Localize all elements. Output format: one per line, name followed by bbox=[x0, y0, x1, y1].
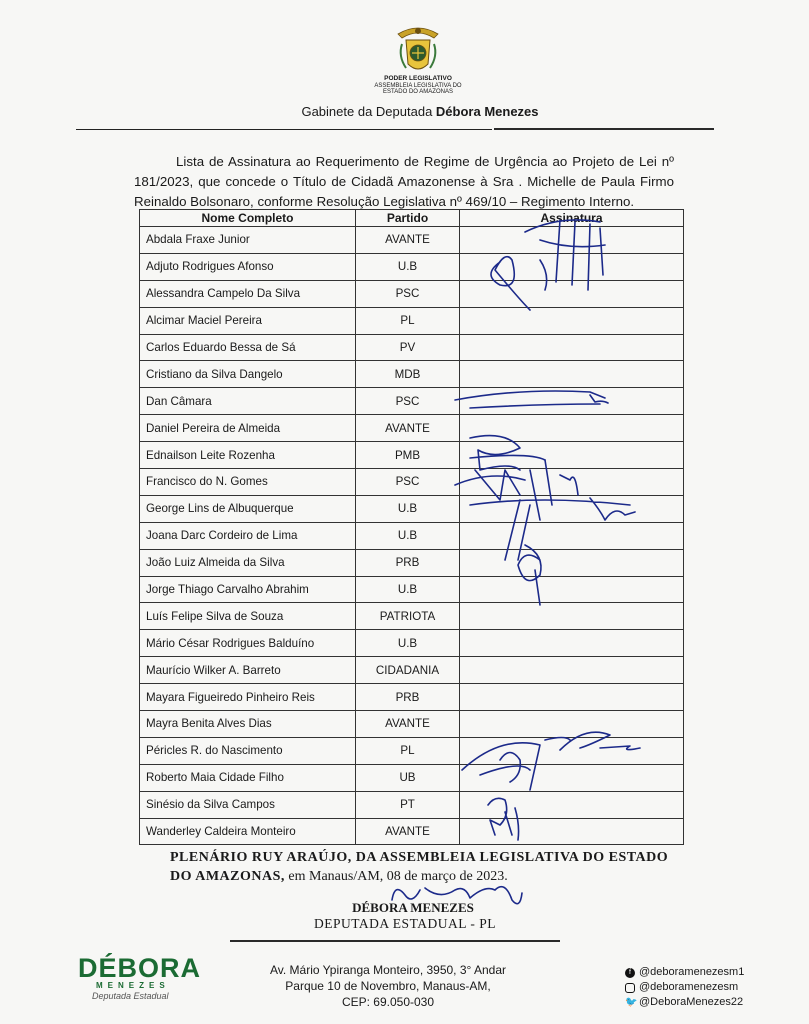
table-row bbox=[140, 818, 684, 845]
closing-paragraph bbox=[170, 848, 690, 886]
table-row bbox=[140, 280, 684, 307]
member-name: Francisco do N. Gomes bbox=[140, 469, 356, 496]
address-line: Av. Mário Ypiranga Monteiro, 3950, 3° Andar bbox=[269, 963, 507, 977]
member-party: PSC bbox=[356, 469, 460, 496]
signature-cell bbox=[460, 818, 684, 845]
org-line-3: ESTADO DO AMAZONAS bbox=[383, 89, 453, 95]
member-party: UB bbox=[356, 764, 460, 791]
table-row bbox=[140, 684, 684, 711]
signature-cell bbox=[460, 737, 684, 764]
member-party: U.B bbox=[356, 495, 460, 522]
table-row bbox=[140, 361, 684, 388]
member-name: George Lins de Albuquerque bbox=[140, 495, 356, 522]
member-name: Luís Felipe Silva de Souza bbox=[140, 603, 356, 630]
signature-cell bbox=[460, 388, 684, 415]
member-name: Roberto Maia Cidade Filho bbox=[140, 764, 356, 791]
signature-cell bbox=[460, 253, 684, 280]
member-name: Ednailson Leite Rozenha bbox=[140, 442, 356, 469]
social-facebook[interactable] bbox=[625, 965, 744, 980]
signature-cell bbox=[460, 361, 684, 388]
member-party: PL bbox=[356, 307, 460, 334]
table-row bbox=[140, 576, 684, 603]
table-row bbox=[140, 711, 684, 738]
instagram-icon bbox=[625, 983, 635, 993]
signature-cell bbox=[460, 791, 684, 818]
logo-subtext: MENEZES bbox=[96, 981, 170, 990]
member-party: PSC bbox=[356, 280, 460, 307]
member-party: PT bbox=[356, 791, 460, 818]
member-name: Péricles R. do Nascimento bbox=[140, 737, 356, 764]
member-party: PMB bbox=[356, 442, 460, 469]
table-row bbox=[140, 657, 684, 684]
member-name: Adjuto Rodrigues Afonso bbox=[140, 253, 356, 280]
signatory-name: DÉBORA MENEZES bbox=[352, 900, 474, 915]
social-instagram[interactable] bbox=[625, 980, 744, 995]
table-row bbox=[140, 603, 684, 630]
member-party: CIDADANIA bbox=[356, 657, 460, 684]
signature-cell bbox=[460, 522, 684, 549]
closing-rest: em Manaus/AM, 08 de março de 2023. bbox=[284, 869, 508, 884]
signature-cell bbox=[460, 576, 684, 603]
footer-rule bbox=[230, 940, 560, 942]
signature-cell bbox=[460, 280, 684, 307]
signatory-role: DEPUTADA ESTADUAL - PL bbox=[314, 916, 496, 931]
member-party: AVANTE bbox=[356, 227, 460, 254]
signature-cell bbox=[460, 227, 684, 254]
intro-paragraph bbox=[134, 152, 674, 212]
member-name: Cristiano da Silva Dangelo bbox=[140, 361, 356, 388]
header-name: Nome Completo bbox=[140, 210, 356, 227]
table-row bbox=[140, 549, 684, 576]
social-handle: @DeboraMenezes22 bbox=[639, 996, 744, 1008]
member-party: MDB bbox=[356, 361, 460, 388]
member-name: Carlos Eduardo Bessa de Sá bbox=[140, 334, 356, 361]
member-party: U.B bbox=[356, 522, 460, 549]
cabinet-prefix: Gabinete da Deputada bbox=[301, 104, 433, 119]
table-row bbox=[140, 630, 684, 657]
table-row bbox=[140, 442, 684, 469]
address-line: Parque 10 de Novembro, Manaus-AM, bbox=[285, 979, 491, 993]
cabinet-name: Débora Menezes bbox=[435, 104, 539, 119]
table-row bbox=[140, 388, 684, 415]
member-party: U.B bbox=[356, 576, 460, 603]
member-name: Jorge Thiago Carvalho Abrahim bbox=[140, 576, 356, 603]
member-name: Abdala Fraxe Junior bbox=[140, 227, 356, 254]
member-party: U.B bbox=[356, 253, 460, 280]
closing-bold: PLENÁRIO RUY ARAÚJO, DA ASSEMBLEIA LEGISLATIVA DO ESTADO DO AMAZONAS, bbox=[170, 850, 669, 884]
member-party: PRB bbox=[356, 684, 460, 711]
member-name: Mayara Figueiredo Pinheiro Reis bbox=[140, 684, 356, 711]
member-name: Alessandra Campelo Da Silva bbox=[140, 280, 356, 307]
member-party: PATRIOTA bbox=[356, 603, 460, 630]
social-handle: @deboramenezesm bbox=[639, 981, 739, 993]
member-name: Dan Câmara bbox=[140, 388, 356, 415]
signature-cell bbox=[460, 630, 684, 657]
legislative-crest-icon bbox=[388, 20, 448, 80]
logo-text: DÉBORA bbox=[78, 953, 202, 983]
header-party: Partido bbox=[356, 210, 460, 227]
table-row bbox=[140, 522, 684, 549]
member-party: PV bbox=[356, 334, 460, 361]
signature-cell bbox=[460, 711, 684, 738]
table-row bbox=[140, 415, 684, 442]
signature-cell bbox=[460, 415, 684, 442]
signature-cell bbox=[460, 549, 684, 576]
table-row bbox=[140, 737, 684, 764]
member-name: Mayra Benita Alves Dias bbox=[140, 711, 356, 738]
table-row bbox=[140, 334, 684, 361]
address-line: CEP: 69.050-030 bbox=[341, 995, 435, 1009]
cabinet-title bbox=[230, 104, 610, 119]
table-row bbox=[140, 469, 684, 496]
member-name: João Luiz Almeida da Silva bbox=[140, 549, 356, 576]
member-party: U.B bbox=[356, 630, 460, 657]
table-header-row bbox=[140, 210, 684, 227]
header-signature: Assinatura bbox=[460, 210, 684, 227]
signature-cell bbox=[460, 442, 684, 469]
twitter-icon: 🐦 bbox=[625, 996, 638, 1008]
signature-cell bbox=[460, 684, 684, 711]
signature-cell bbox=[460, 657, 684, 684]
header-rule-right bbox=[494, 128, 714, 130]
social-twitter[interactable] bbox=[625, 995, 744, 1010]
signature-cell bbox=[460, 603, 684, 630]
member-name: Joana Darc Cordeiro de Lima bbox=[140, 522, 356, 549]
signature-cell bbox=[460, 307, 684, 334]
address-block bbox=[268, 962, 508, 1010]
table-row bbox=[140, 791, 684, 818]
member-party: PL bbox=[356, 737, 460, 764]
signature-cell bbox=[460, 495, 684, 522]
facebook-icon: f bbox=[625, 968, 635, 978]
member-name: Sinésio da Silva Campos bbox=[140, 791, 356, 818]
member-party: AVANTE bbox=[356, 818, 460, 845]
table-row bbox=[140, 764, 684, 791]
signature-cell bbox=[460, 764, 684, 791]
member-party: PSC bbox=[356, 388, 460, 415]
header-rule-left bbox=[76, 129, 492, 130]
org-line-1: PODER LEGISLATIVO bbox=[384, 75, 452, 82]
table-row bbox=[140, 495, 684, 522]
social-links bbox=[625, 965, 744, 1010]
table-row bbox=[140, 253, 684, 280]
logo-role: Deputada Estadual bbox=[92, 991, 169, 1001]
table-row bbox=[140, 227, 684, 254]
org-line-2: ASSEMBLEIA LEGISLATIVA DO bbox=[374, 83, 462, 89]
table-row bbox=[140, 307, 684, 334]
signature-cell bbox=[460, 469, 684, 496]
member-name: Alcimar Maciel Pereira bbox=[140, 307, 356, 334]
member-party: PRB bbox=[356, 549, 460, 576]
signature-cell bbox=[460, 334, 684, 361]
brand-logo bbox=[78, 953, 202, 1003]
member-party: AVANTE bbox=[356, 711, 460, 738]
member-name: Daniel Pereira de Almeida bbox=[140, 415, 356, 442]
member-name: Wanderley Caldeira Monteiro bbox=[140, 818, 356, 845]
signature-table bbox=[139, 209, 684, 845]
intro-text: Lista de Assinatura ao Requerimento de Regime de Urgência ao Projeto de Lei nº 181/2023, que concede o Título de Cidadã Amazonense à Sra . Michelle de Paula Firmo Reinaldo Bolsonaro, conforme Resolução Legislativa nº 469/10 – Regimento Interno. bbox=[134, 154, 674, 209]
social-handle: @deboramenezesm1 bbox=[639, 966, 745, 978]
member-name: Maurício Wilker A. Barreto bbox=[140, 657, 356, 684]
member-party: AVANTE bbox=[356, 415, 460, 442]
member-name: Mário César Rodrigues Balduíno bbox=[140, 630, 356, 657]
